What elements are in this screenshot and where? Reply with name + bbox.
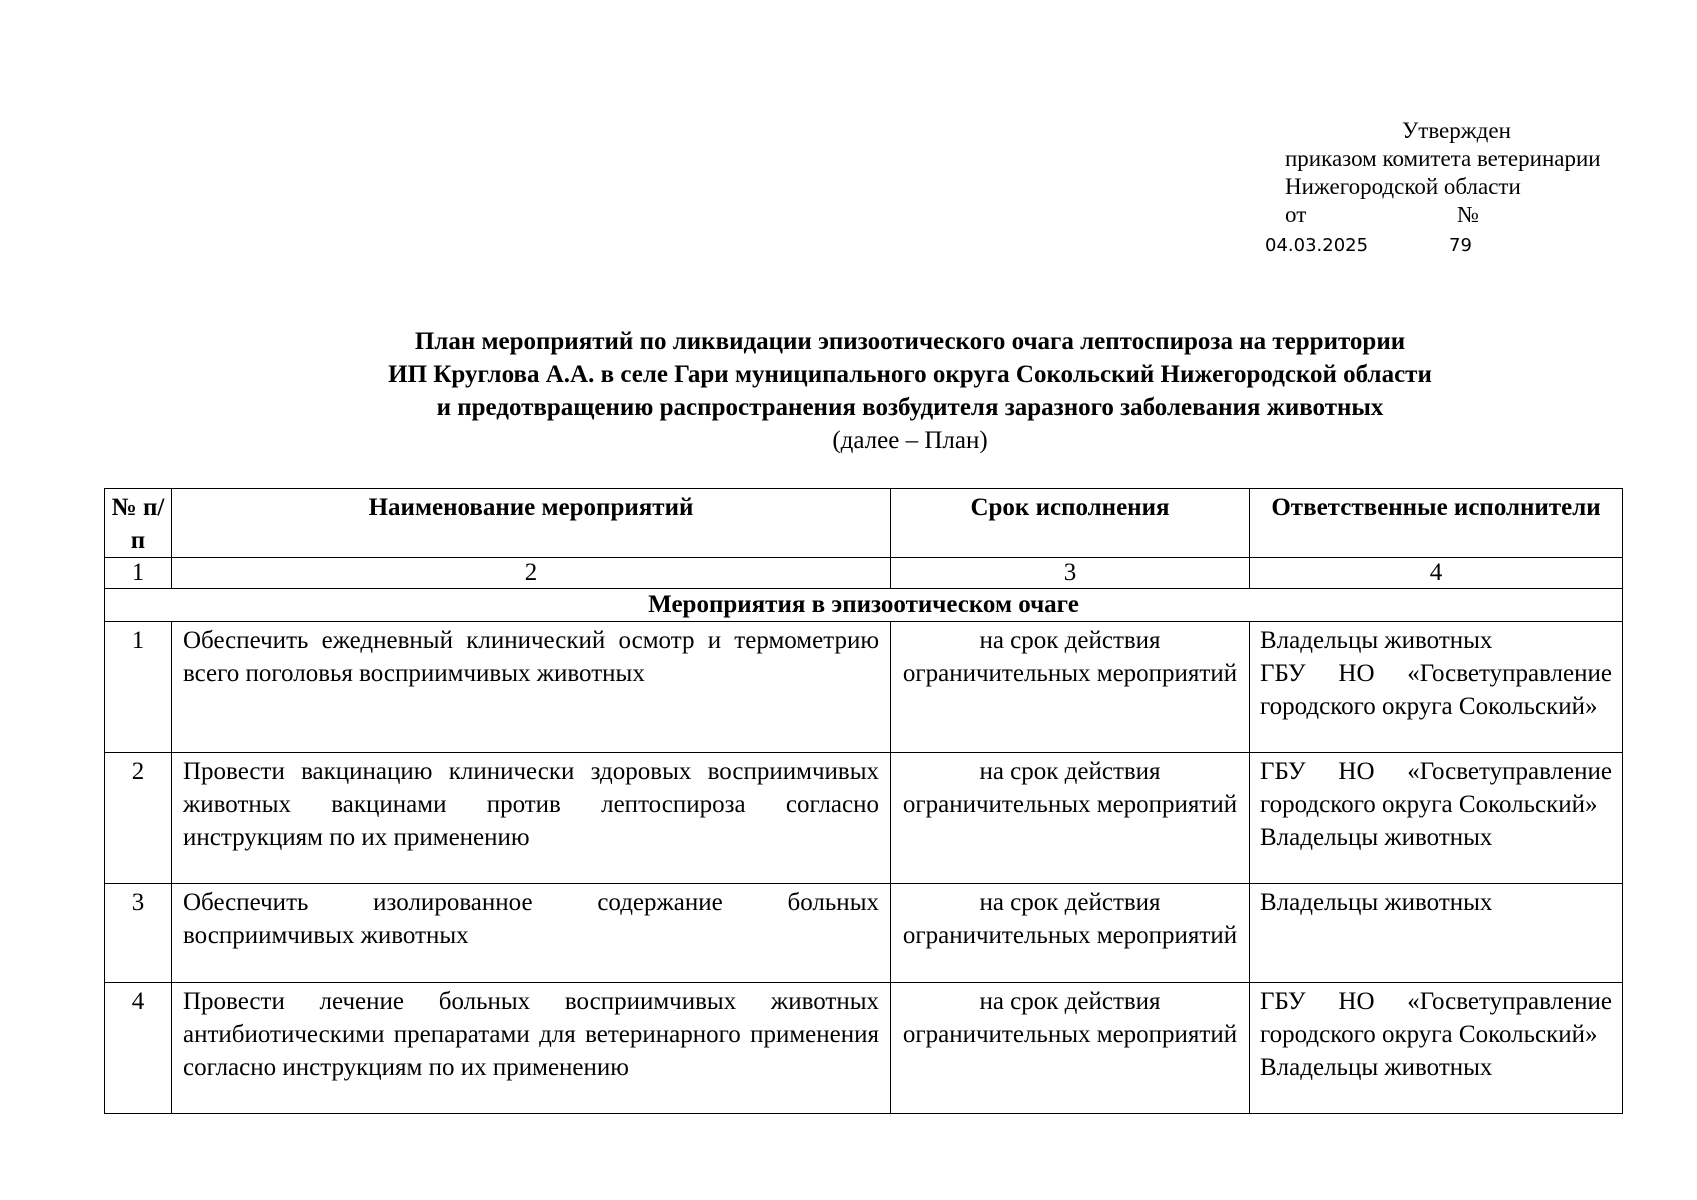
approval-order-line: приказом комитета ветеринарии <box>1285 146 1601 171</box>
row-term: на срок действия ограничительных мероприятий <box>891 622 1250 753</box>
row-responsible <box>1250 622 1623 753</box>
title-line-3: и предотвращению распространения возбудителя заразного заболевания животных <box>436 394 1384 421</box>
row-term: на срок действия ограничительных мероприятий <box>891 983 1250 1114</box>
approval-from-label: от <box>1285 202 1307 227</box>
row-num: 3 <box>105 884 172 983</box>
responsible-item: ГБУ НО «Госветуправление городского округа Сокольский» <box>1260 758 1612 818</box>
responsible-item: Владельцы животных <box>1260 1054 1493 1081</box>
row-num: 4 <box>105 983 172 1114</box>
title-line-2: ИП Круглова А.А. в селе Гари муниципального округа Сокольский Нижегородской области <box>388 361 1432 388</box>
header-term: Срок исполнения <box>891 489 1250 558</box>
header-num: № п/п <box>105 489 172 558</box>
section-row <box>105 589 1623 622</box>
approval-region-line: Нижегородской области <box>1285 174 1521 199</box>
approval-date: 04.03.2025 <box>1265 235 1369 256</box>
row-name: Обеспечить ежедневный клинический осмотр и термометрию всего поголовья восприимчивых животных <box>172 622 891 753</box>
header-responsible: Ответственные исполнители <box>1250 489 1623 558</box>
column-number-row <box>105 558 1623 589</box>
plan-table <box>104 488 1623 1114</box>
row-num: 2 <box>105 753 172 884</box>
table-row <box>105 884 1623 983</box>
responsible-item: ГБУ НО «Госветуправление городского округа Сокольский» <box>1260 988 1612 1048</box>
approval-number: 79 <box>1449 235 1472 256</box>
title-line-1: План мероприятий по ликвидации эпизоотического очага лептоспироза на территории <box>414 328 1406 355</box>
row-name: Провести вакцинацию клинически здоровых восприимчивых животных вакцинами против лептоспироза согласно инструкциям по их применению <box>172 753 891 884</box>
row-responsible <box>1250 884 1623 983</box>
title-line-4: (далее – План) <box>832 427 988 454</box>
approval-block <box>1265 117 1601 256</box>
approval-title: Утвержден <box>1402 118 1511 143</box>
responsible-item: ГБУ НО «Госветуправление городского округа Сокольский» <box>1260 660 1612 720</box>
responsible-item: Владельцы животных <box>1260 824 1493 851</box>
col-number: 1 <box>105 558 172 589</box>
row-responsible <box>1250 753 1623 884</box>
table-row <box>105 622 1623 753</box>
header-name: Наименование мероприятий <box>172 489 891 558</box>
row-name: Провести лечение больных восприимчивых животных антибиотическими препаратами для ветеринарного применения согласно инструкциям по их применению <box>172 983 891 1114</box>
table-row <box>105 753 1623 884</box>
col-number: 2 <box>172 558 891 589</box>
document-title <box>0 325 1697 457</box>
approval-number-label: № <box>1457 202 1479 227</box>
row-num: 1 <box>105 622 172 753</box>
responsible-item: Владельцы животных <box>1260 627 1493 654</box>
responsible-item: Владельцы животных <box>1260 889 1493 916</box>
table-row <box>105 983 1623 1114</box>
row-name: Обеспечить изолированное содержание больных восприимчивых животных <box>172 884 891 983</box>
col-number: 4 <box>1250 558 1623 589</box>
row-responsible <box>1250 983 1623 1114</box>
row-term: на срок действия ограничительных мероприятий <box>891 753 1250 884</box>
section-title: Мероприятия в эпизоотическом очаге <box>105 589 1623 622</box>
row-term: на срок действия ограничительных мероприятий <box>891 884 1250 983</box>
col-number: 3 <box>891 558 1250 589</box>
table-header-row <box>105 489 1623 558</box>
